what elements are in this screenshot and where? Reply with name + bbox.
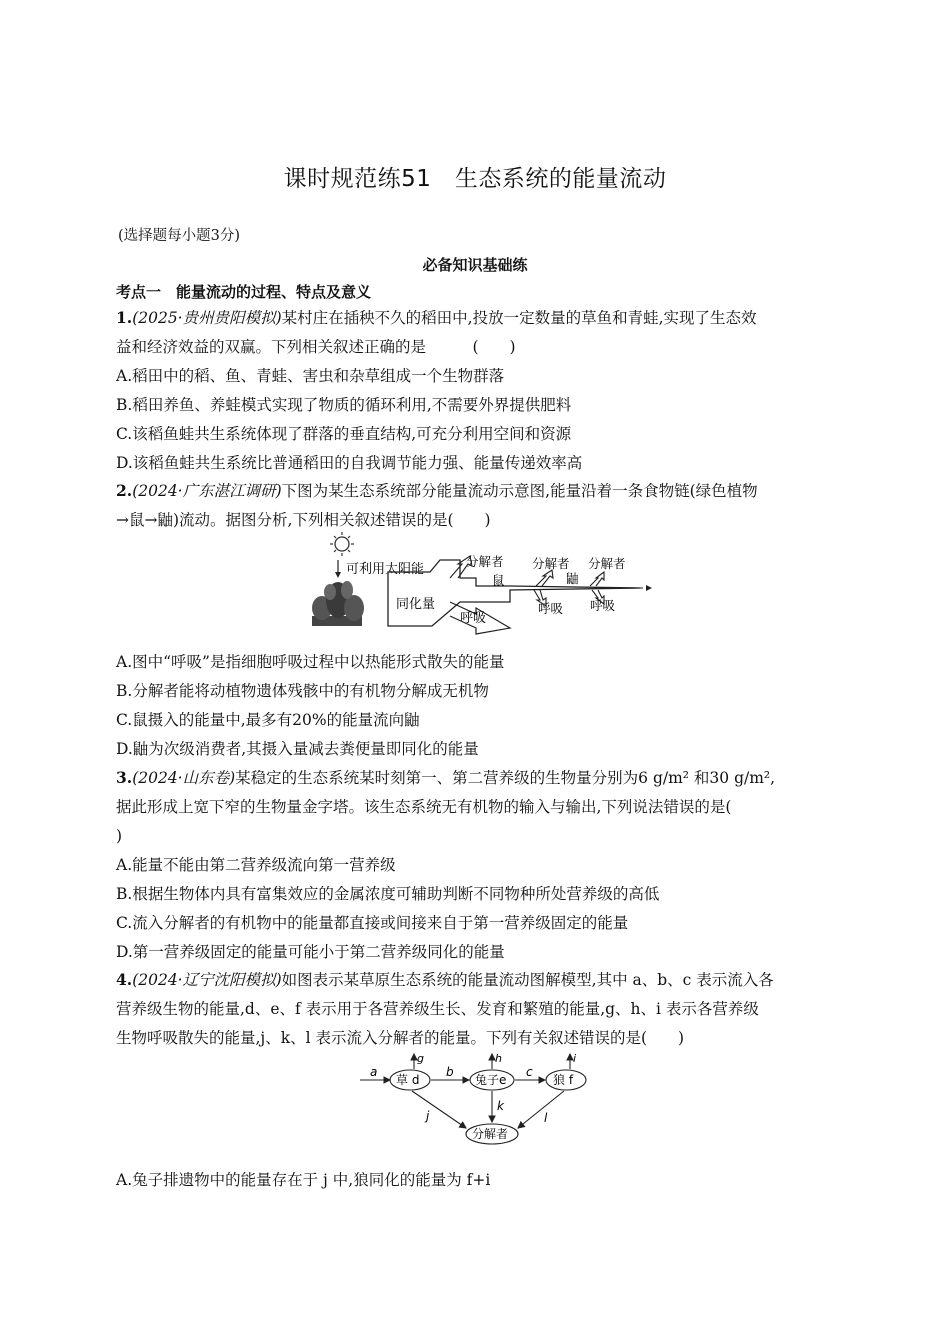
q4-stem-line1 xyxy=(116,970,774,990)
q4-option-a: A.兔子排遗物中的能量存在于 j 中,狼同化的能量为 f+i xyxy=(116,1171,491,1189)
q2-option-a: A.图中“呼吸”是指细胞呼吸过程中以热能形式散失的能量 xyxy=(116,653,505,671)
label-j: j xyxy=(426,1109,430,1123)
label-h: h xyxy=(495,1052,502,1065)
q3-source: (2024·山东卷) xyxy=(132,769,236,787)
decomposer-label: 分解者 xyxy=(472,1127,509,1141)
q2-stem-text1: 下图为某生态系统部分能量流动示意图,能量沿着一条食物链(绿色植物 xyxy=(281,482,758,500)
q2-source: (2024·广东湛江调研) xyxy=(132,482,282,500)
q3-option-d: D.第一营养级固定的能量可能小于第二营养级同化的能量 xyxy=(116,943,505,961)
q3-stem-line3: ) xyxy=(116,827,123,845)
energy-flow-diagram-2 xyxy=(356,1050,606,1150)
q4-stem-text1: 如图表示某草原生态系统的能量流动图解模型,其中 a、b、c 表示流入各 xyxy=(281,971,774,989)
q4-number: 4. xyxy=(116,970,133,989)
page-title: 课时规范练51 生态系统的能量流动 xyxy=(283,166,667,192)
sun-energy-label: 可利用太阳能 xyxy=(346,562,425,577)
score-note: (选择题每小题3分) xyxy=(118,228,241,244)
grass-label: 草 d xyxy=(396,1073,420,1087)
decomposer-branch-2 xyxy=(536,570,553,586)
decomposer-label-3: 分解者 xyxy=(588,556,626,571)
respiration-label: 呼吸 xyxy=(460,611,487,626)
q2-number: 2. xyxy=(116,481,133,500)
q3-stem-line1 xyxy=(116,768,775,788)
q1-option-b: B.稻田养鱼、养蛙模式实现了物质的循环利用,不需要外界提供肥料 xyxy=(116,396,572,414)
q1-stem-line1 xyxy=(116,308,757,328)
label-c: c xyxy=(526,1065,533,1079)
mouse-label: 鼠 xyxy=(492,573,505,588)
q3-option-c: C.流入分解者的有机物中的能量都直接或间接来自于第一营养级固定的能量 xyxy=(116,914,629,932)
energy-flow-diagram-1 xyxy=(300,530,660,636)
label-i: i xyxy=(573,1052,577,1065)
sun-icon xyxy=(330,532,354,556)
topic-heading: 考点一 能量流动的过程、特点及意义 xyxy=(116,283,372,301)
q4-stem-line2: 营养级生物的能量,d、e、f 表示用于各营养级生长、发育和繁殖的能量,g、h、i 表示各营养级 xyxy=(116,1000,759,1018)
q1-option-c: C.该稻鱼蛙共生系统体现了群落的垂直结构,可充分利用空间和资源 xyxy=(116,425,572,443)
decomposer-branch-3 xyxy=(590,572,604,586)
q2-stem-line1 xyxy=(116,481,758,501)
q2-option-d: D.鼬为次级消费者,其摄入量减去粪便量即同化的能量 xyxy=(116,740,479,758)
wolf-label: 狼 f xyxy=(553,1073,574,1087)
continuation-arrowhead xyxy=(646,585,652,591)
label-k: k xyxy=(497,1099,504,1113)
q4-stem-line3: 生物呼吸散失的能量,j、k、l 表示流入分解者的能量。下列有关叙述错误的是( ) xyxy=(116,1029,685,1047)
arrow-l xyxy=(518,1091,564,1128)
q3-stem-text1: 某稳定的生态系统某时刻第一、第二营养级的生物量分别为6 g/m² 和30 g/m², xyxy=(235,769,776,787)
decomposer-label-2: 分解者 xyxy=(532,556,570,571)
q1-number: 1. xyxy=(116,308,133,327)
sunlight-arrowhead xyxy=(335,572,341,578)
weasel-label: 鼬 xyxy=(566,571,579,586)
decomposer-label-1: 分解者 xyxy=(466,554,504,569)
q3-option-b: B.根据生物体内具有富集效应的金属浓度可辅助判断不同物种所处营养级的高低 xyxy=(116,885,660,903)
respiration-label-2: 呼吸 xyxy=(538,601,564,616)
section-heading: 必备知识基础练 xyxy=(422,256,528,274)
q3-number: 3. xyxy=(116,768,133,787)
label-g: g xyxy=(417,1052,424,1065)
label-l: l xyxy=(544,1111,548,1125)
q1-source: (2025·贵州贵阳模拟) xyxy=(132,309,282,327)
plant-icon xyxy=(312,581,364,626)
q2-option-c: C.鼠摄入的能量中,最多有20%的能量流向鼬 xyxy=(116,711,420,729)
q2-stem-line2: →鼠→鼬)流动。据图分析,下列相关叙述错误的是( ) xyxy=(116,511,491,529)
q1-option-a: A.稻田中的稻、鱼、青蛙、害虫和杂草组成一个生物群落 xyxy=(116,367,505,385)
q3-option-a: A.能量不能由第二营养级流向第一营养级 xyxy=(116,856,396,874)
respiration-label-3: 呼吸 xyxy=(590,598,616,613)
q1-stem-text1: 某村庄在插秧不久的稻田中,投放一定数量的草鱼和青蛙,实现了生态效 xyxy=(281,309,757,327)
rabbit-label: 兔子e xyxy=(475,1073,507,1087)
q2-option-b: B.分解者能将动植物遗体残骸中的有机物分解成无机物 xyxy=(116,682,489,700)
label-b: b xyxy=(446,1065,454,1079)
label-a: a xyxy=(370,1065,378,1079)
q3-stem-line2: 据此形成上宽下窄的生物量金字塔。该生态系统无有机物的输入与输出,下列说法错误的是( xyxy=(116,798,732,816)
arrow-j xyxy=(412,1091,466,1128)
assimilation-label: 同化量 xyxy=(396,597,436,612)
q1-option-d: D.该稻鱼蛙共生系统比普通稻田的自我调节能力强、能量传递效率高 xyxy=(116,454,583,472)
q1-stem-line2: 益和经济效益的双赢。下列相关叙述正确的是 ( ) xyxy=(116,338,516,356)
q4-source: (2024·辽宁沈阳模拟) xyxy=(132,971,282,989)
